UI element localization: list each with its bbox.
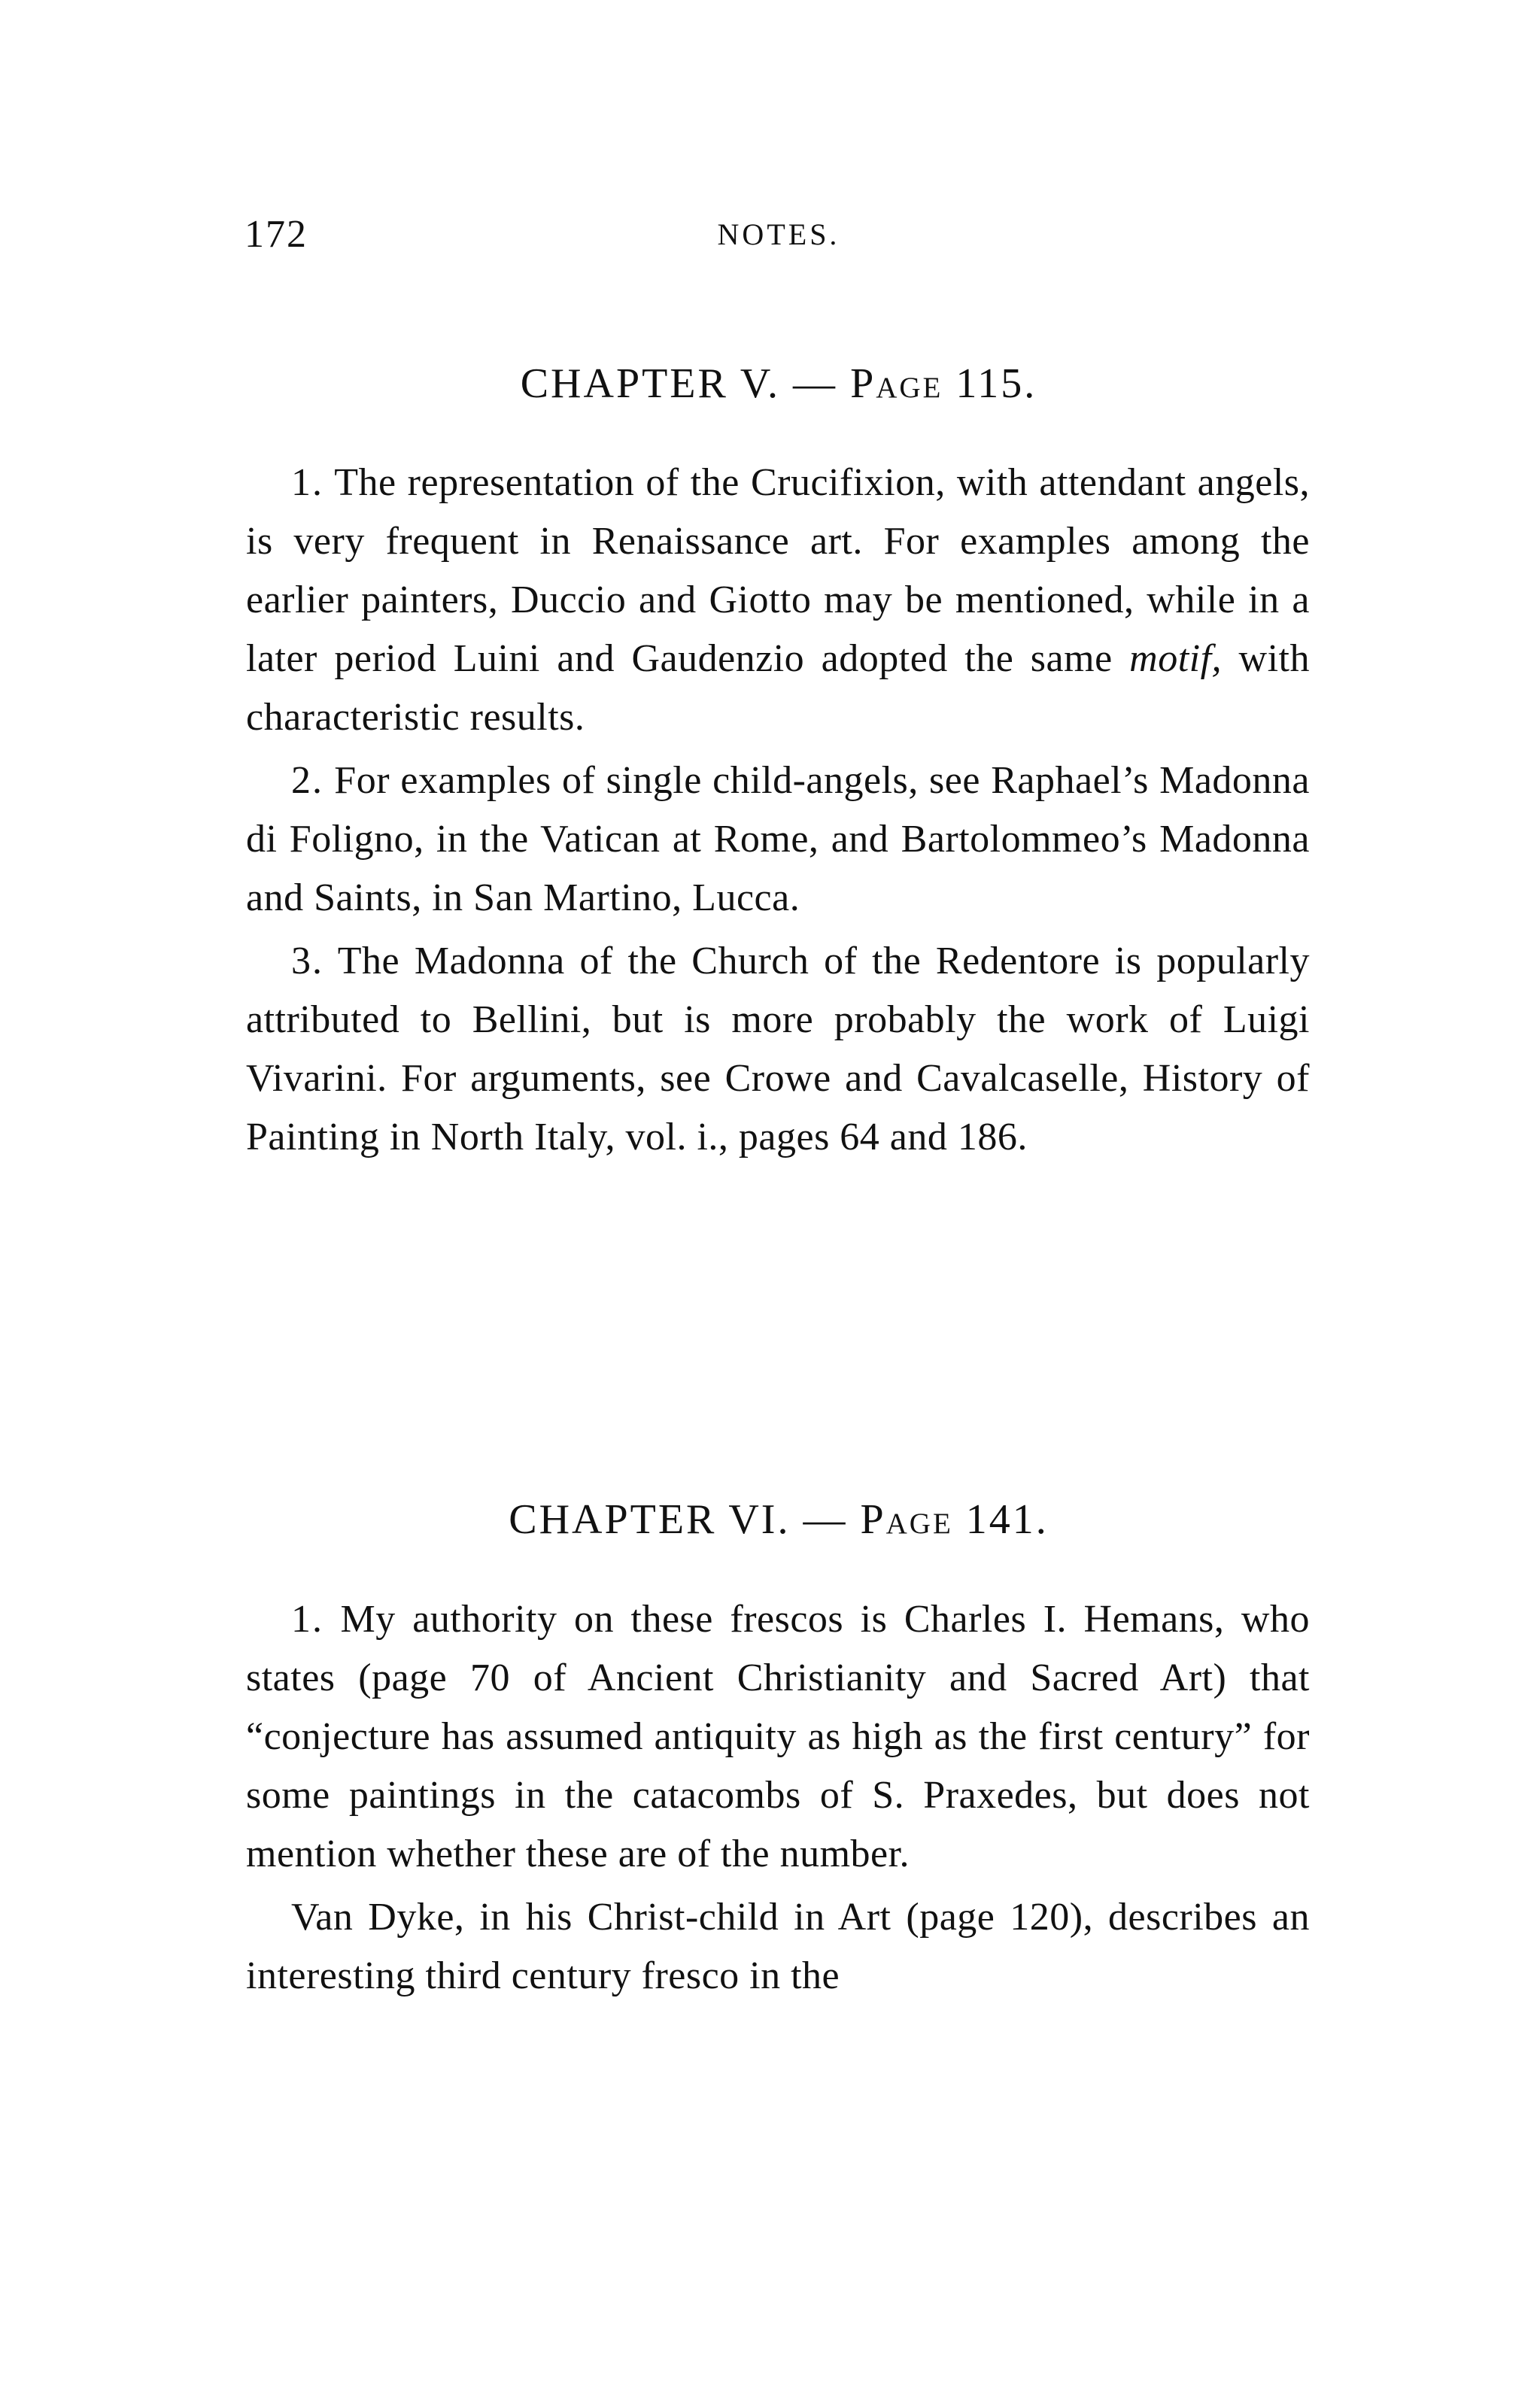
note-number: 2. (291, 759, 323, 802)
running-title: NOTES. (717, 217, 840, 251)
note-text: For examples of single child-angels, see Raphael’s Madonna di Foligno, in the Vatican at Rome, and Bartolommeo’s Madonna and Saints, in San Martino, Lucca. (246, 759, 1310, 919)
note-number: 1. (291, 461, 323, 504)
chapter-v-notes (246, 454, 1310, 1171)
running-head (245, 212, 1313, 257)
note-italic-term: motif, (1129, 637, 1223, 680)
note-paragraph (246, 932, 1310, 1167)
page-number: 172 (245, 213, 308, 256)
note-text: The Madonna of the Church of the Redentore is popularly attributed to Bellini, but is more probably the work of Luigi Vivarini. For arguments, see Crowe and Cavalcaselle, History of Painting in North Italy, vol. i., pages 64 and 186. (246, 940, 1310, 1158)
note-number: 1. (291, 1598, 323, 1641)
chapter-v-heading (245, 360, 1313, 408)
chapter-v-page-ref: Page 115. (850, 360, 1037, 407)
note-text: The representation of the Crucifixion, with attendant angels, is very frequent in Renaissance art. For examples among the earlier painters, Duccio and Giotto may be mentioned, while in a later period Luini and Gaudenzio adopted the same (246, 461, 1310, 680)
chapter-vi-heading (245, 1496, 1313, 1544)
continuation-text: Van Dyke, in his Christ-child in Art (page 120), describes an interesting third century fresco in the (246, 1896, 1310, 1997)
note-text-tail: with characteristic results. (246, 637, 1311, 739)
continuation-paragraph (246, 1888, 1310, 2006)
note-paragraph (246, 752, 1310, 928)
chapter-vi-page-ref: Page 141. (860, 1496, 1049, 1543)
note-text: My authority on these frescos is Charles I. Hemans, who states (page 70 of Ancient Christianity and Sacred Art) that “conjecture has assumed antiquity as high as the first century” for some paintings in the catacombs of S. Praxedes, but does not mention whether these are of the number. (246, 1598, 1310, 1875)
note-paragraph (246, 1590, 1310, 1884)
chapter-v-title: CHAPTER V. — (520, 360, 851, 407)
chapter-vi-title: CHAPTER VI. — (509, 1496, 861, 1543)
chapter-vi-notes (246, 1590, 1310, 2010)
note-paragraph (246, 454, 1310, 747)
note-number: 3. (291, 940, 323, 982)
